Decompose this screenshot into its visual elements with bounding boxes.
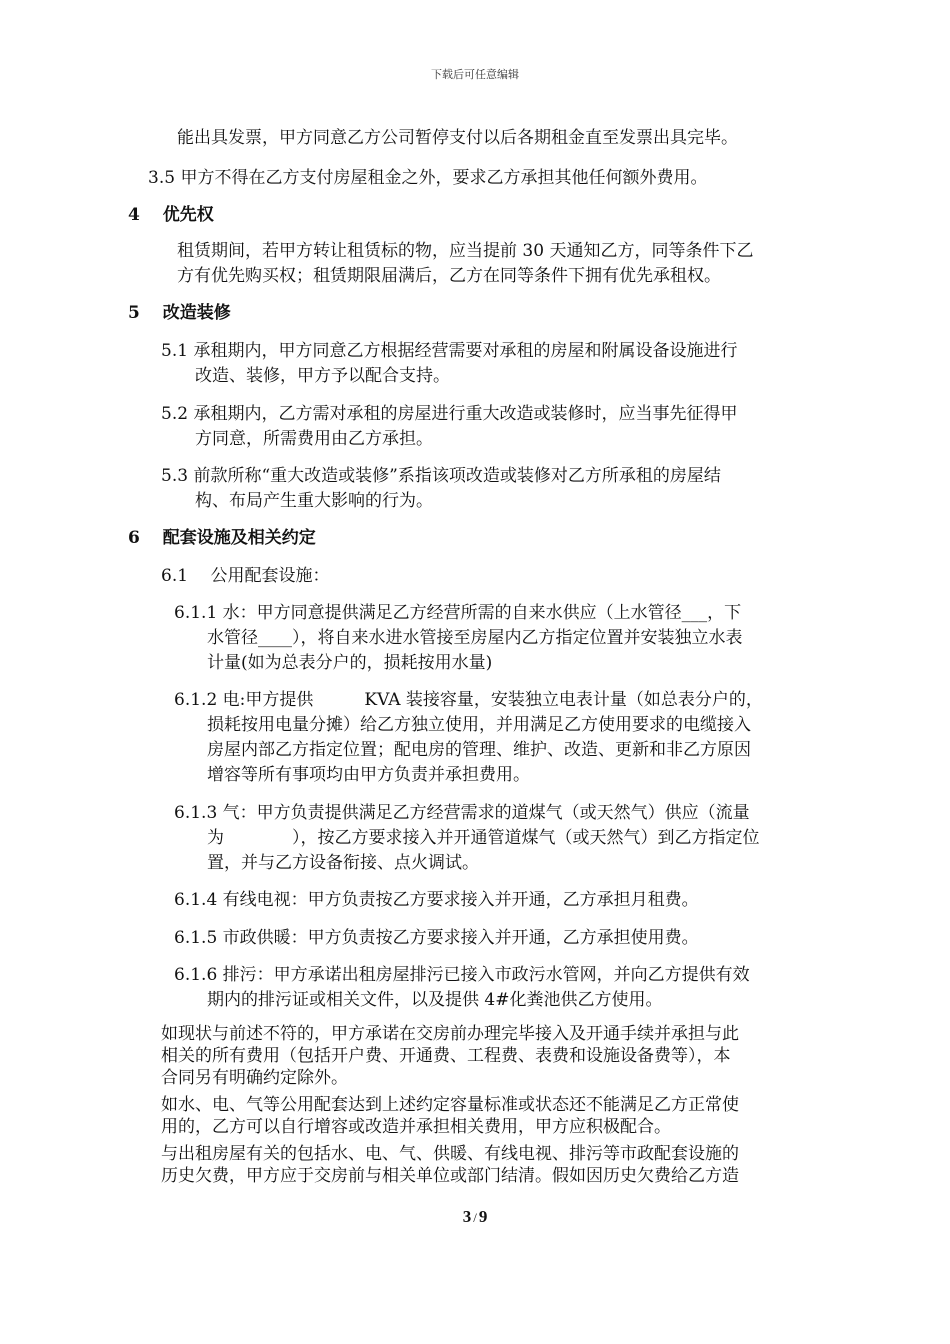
paragraph-line: 相关的所有费用（包括开户费、开通费、工程费、表费和设施设备费等），本 [161,1046,731,1066]
page-number [0,1207,950,1227]
text-line: 租赁期间，若甲方转让租赁标的物，应当提前 30 天通知乙方，同等条件下乙 [177,241,754,261]
clause-6-1-3: 6.1.3 气：甲方负责提供满足乙方经营需求的道煤气（或天然气）供应（流量 [174,803,750,823]
paragraph-line: 如现状与前述不符的，甲方承诺在交房前办理完毕接入及开通手续并承担与此 [161,1024,739,1044]
text-line: 置，并与乙方设备衔接、点火调试。 [207,853,479,873]
clause-5-3: 5.3 前款所称“重大改造或装修”系指该项改造或装修对乙方所承租的房屋结 [161,466,721,486]
paragraph-line: 用的，乙方可以自行增容或改造并承担相关费用，甲方应积极配合。 [161,1117,671,1137]
page-header: 下载后可任意编辑 [431,68,519,81]
paragraph-line: 与出租房屋有关的包括水、电、气、供暖、有线电视、排污等市政配套设施的 [161,1144,739,1164]
clause-5-1: 5.1 承租期内，甲方同意乙方根据经营需要对承租的房屋和附属设备设施进行 [161,341,738,361]
section-5-heading: 5 改造装修 [128,303,231,323]
text-line: 增容等所有事项均由甲方负责并承担费用。 [207,765,530,785]
clause-5-2: 5.2 承租期内，乙方需对承租的房屋进行重大改造或装修时，应当事先征得甲 [161,404,738,424]
clause-6-1: 6.1 公用配套设施： [161,566,330,586]
section-4-heading: 4 优先权 [128,205,214,225]
clause-6-1-5: 6.1.5 市政供暖：甲方负责按乙方要求接入并开通，乙方承担使用费。 [174,928,699,948]
clause-6-1-6: 6.1.6 排污：甲方承诺出租房屋排污已接入市政污水管网，并向乙方提供有效 [174,965,750,985]
text-line: 房屋内部乙方指定位置；配电房的管理、维护、改造、更新和非乙方原因 [207,740,751,760]
clause-6-1-4: 6.1.4 有线电视：甲方负责按乙方要求接入并开通，乙方承担月租费。 [174,890,699,910]
section-6-heading: 6 配套设施及相关约定 [128,528,316,548]
text-line: 水管径____），将自来水进水管接至房屋内乙方指定位置并安装独立水表 [207,628,743,648]
text-line: 期内的排污证或相关文件，以及提供 4#化粪池供乙方使用。 [207,990,663,1010]
text-line: 改造、装修，甲方予以配合支持。 [195,366,450,386]
page-separator: / [473,1210,477,1225]
text-line: 为 ），按乙方要求接入并开通管道煤气（或天然气）到乙方指定位 [207,828,760,848]
paragraph-line: 合同另有明确约定除外。 [161,1068,348,1088]
clause-6-1-1: 6.1.1 水：甲方同意提供满足乙方经营所需的自来水供应（上水管径___，下 [174,603,742,623]
paragraph-line: 如水、电、气等公用配套达到上述约定容量标准或状态还不能满足乙方正常使 [161,1095,739,1115]
clause-6-1-2: 6.1.2 电:甲方提供 KVA 装接容量，安装独立电表计量（如总表分户的， [174,690,763,710]
clause-3-5: 3.5 甲方不得在乙方支付房屋租金之外，要求乙方承担其他任何额外费用。 [148,168,708,188]
text-line: 能出具发票，甲方同意乙方公司暂停支付以后各期租金直至发票出具完毕。 [177,128,738,148]
text-line: 方有优先购买权；租赁期限届满后，乙方在同等条件下拥有优先承租权。 [177,266,721,286]
text-line: 计量(如为总表分户的，损耗按用水量) [207,653,493,673]
text-line: 方同意，所需费用由乙方承担。 [195,429,433,449]
text-line: 损耗按用电量分摊）给乙方独立使用，并用满足乙方使用要求的电缆接入 [207,715,751,735]
text-line: 构、布局产生重大影响的行为。 [195,491,433,511]
paragraph-line: 历史欠费，甲方应于交房前与相关单位或部门结清。假如因历史欠费给乙方造 [161,1166,739,1186]
current-page: 3 [462,1207,472,1226]
total-pages: 9 [478,1207,488,1226]
